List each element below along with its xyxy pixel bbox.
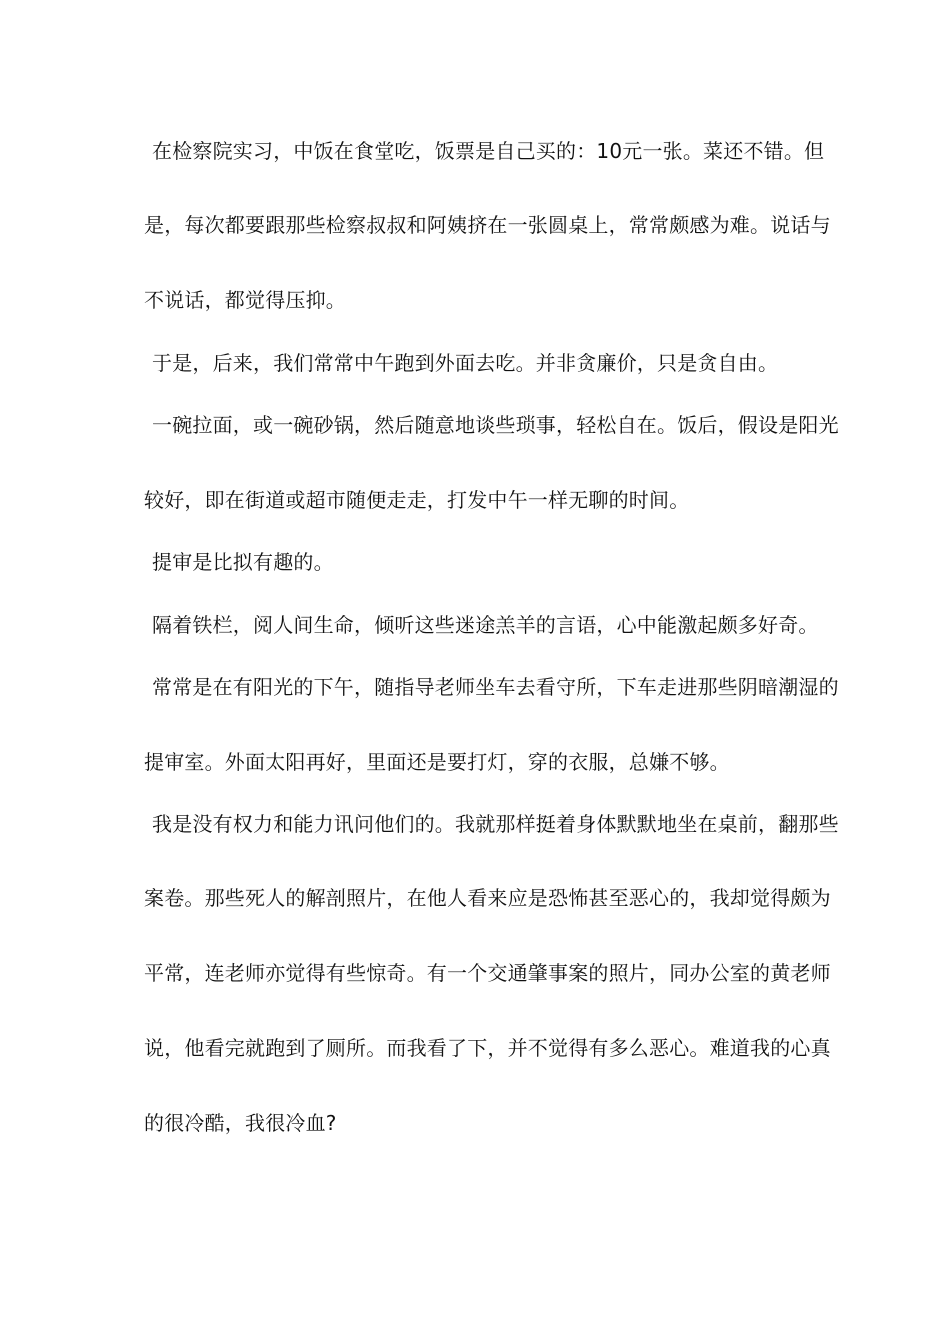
paragraph-line: 案卷。那些死人的解剖照片，在他人看来应是恐怖甚至恶心的，我却觉得颇为 [144,886,831,910]
paragraph-line: 提审是比拟有趣的。 [152,550,334,574]
paragraph-line: 于是，后来，我们常常中午跑到外面去吃。并非贪廉价，只是贪自由。 [152,351,779,375]
paragraph-line: 提审室。外面太阳再好，里面还是要打灯，穿的衣服，总嫌不够。 [144,750,730,774]
paragraph-line: 说，他看完就跑到了厕所。而我看了下，并不觉得有多么恶心。难道我的心真 [144,1036,831,1060]
paragraph-line: 较好，即在街道或超市随便走走，打发中午一样无聊的时间。 [144,488,690,512]
paragraph-line: 我是没有权力和能力讯问他们的。我就那样挺着身体默默地坐在桌前，翻那些 [152,812,839,836]
paragraph-line: 隔着铁栏，阅人间生命，倾听这些迷途羔羊的言语，心中能激起颇多好奇。 [152,613,819,637]
paragraph-line: 不说话，都觉得压抑。 [144,288,346,312]
paragraph-line: 常常是在有阳光的下午，随指导老师坐车去看守所，下车走进那些阴暗潮湿的 [152,675,839,699]
paragraph-line: 平常，连老师亦觉得有些惊奇。有一个交通肇事案的照片，同办公室的黄老师 [144,961,831,985]
paragraph-line: 的很冷酷，我很冷血? [144,1111,337,1135]
paragraph-line: 一碗拉面，或一碗砂锅，然后随意地谈些琐事，轻松自在。饭后，假设是阳光 [152,413,839,437]
paragraph-line: 是，每次都要跟那些检察叔叔和阿姨挤在一张圆桌上，常常颇感为难。说话与 [144,213,831,237]
paragraph-line: 在检察院实习，中饭在食堂吃，饭票是自己买的：10元一张。菜还不错。但 [152,139,825,163]
